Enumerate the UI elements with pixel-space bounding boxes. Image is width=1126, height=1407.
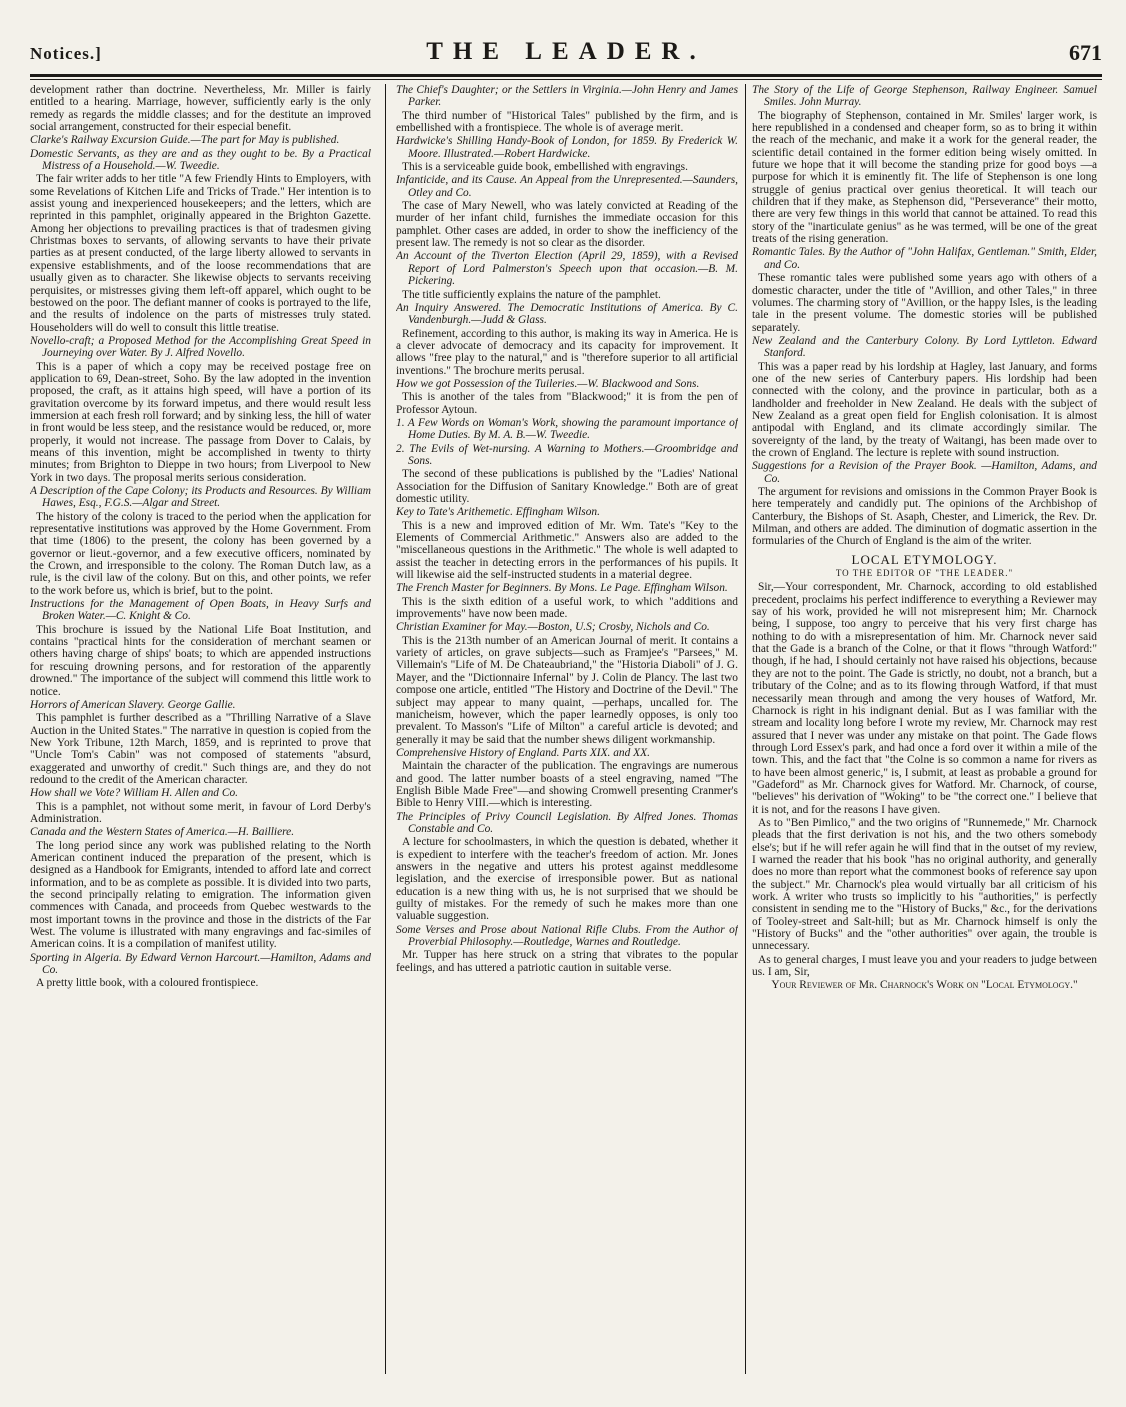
notice-body: This is a paper of which a copy may be received postage free on application to 69, Dean-street, Soho. By the law adopted in the invention proposed, the craft, as it attains high speed, will have a portion of its gravitation overcome by its forward impetus, and there would result less immersion at each fresh roll forward; and by sinking less, the hill of water in front would be less steep, and the resistance would be reduced, or, more properly, it would not increase. The passage from Dover to Calais, by means of this invention, might be accomplished in twenty to thirty minutes; from Brighton to Dieppe in two hours; from Liverpool to New York in two days. The proposal merits serious consideration.: [30, 360, 371, 484]
notice-body: This brochure is issued by the National Life Boat Institution, and contains "practical hints for the consideration of merchant seamen or others having charge of ships' boats; to which are appended instructions for rescuing drowning persons, and for restoration of the apparently drowned." The importance of the subject will commend this little work to notice.: [30, 623, 371, 698]
notice-title: Horrors of American Slavery. George Gallie.: [30, 698, 236, 711]
column-1: [30, 84, 371, 1374]
notice-body: These romantic tales were published some years ago with others of a domestic character, under the title of "Avillion, and other Tales," in three volumes. The charming story of "Avillion, or the happy Isles, is the leading tale in the present volume. The domestic stories will be published separately.: [752, 272, 1097, 334]
notice-title: Infanticide, and its Cause. An Appeal from the Unrepresented.—Saunders, Otley and Co.: [396, 174, 738, 199]
notice-title: Novello-craft; a Proposed Method for the Accomplishing Great Speed in Journeying over Water. By J. Alfred Novello.: [30, 334, 371, 360]
notice-body: The argument for revisions and omissions in the Common Prayer Book is here temperately and candidly put. The opinions of the Archbishop of Canterbury, the Bishops of St. Asaph, Chester, and Limerick, the Rev. Dr. Milman, and others are added. The diminution of dogmatic assertion in the formularies of the Church of England is the aim of the writer.: [752, 486, 1097, 548]
notice-title: The Chief's Daughter; or the Settlers in Virginia.—John Henry and James Parker.: [396, 84, 738, 109]
notice-body: The case of Mary Newell, who was lately convicted at Reading of the murder of her infant child, furnishes the immediate occasion for this pamphlet. Other cases are added, in order to show the inefficiency of the present law. The remedy is not so clear as the disorder.: [396, 200, 738, 250]
column-divider: [745, 84, 746, 1374]
notice-title: How shall we Vote? William H. Allen and Co.: [30, 787, 238, 800]
header-rule-thin: [30, 79, 1102, 80]
notice-body: Sir,—Your correspondent, Mr. Charnock, according to old established precedent, proclaims his perfect indifference to everything a Reviewer may say of his work, provided he will not misrepresent him; Mr. Charnock being, I suppose, too angry to perceive that his very first charge has nothing to do with a misrepresentation of him. Mr. Charnock never said that the Gade is a branch of the Colne, or that it flows "through Watford:" though, if he had, I should certainly not have raised his objections, because they are not to the point. The Gade is strictly, no doubt, not a branch, but a tributary of the Colne; and as to its flowing through Watford, if that must necessarily mean through and among the very houses of Watford, Mr. Charnock is right in his indignant denial. But as I was familiar with the stream and locality long before I wrote my review, Mr. Charnock may rest assured that I never was under any mistake on that point. The Gade flows through Lord Essex's park, and had once a ford over it within a mile of the town. This, and the fact that "the Colne is so common a name for rivers as to have been almost generic," is, I submit, at least as probable a ground for "Gadeford" as Mr. Charnock gives for Watford. Mr. Charnock, of course, "believes" his derivation of "Woking" to be "the correct one." I believe that it is not, and for the reasons I have given.: [752, 581, 1097, 816]
notice-title: 1. A Few Words on Woman's Work, showing the paramount importance of Home Duties. By M. A. B.—W. Tweedie.: [396, 416, 738, 442]
notice-body: A lecture for schoolmasters, in which the question is debated, whether it is expedient to interfere with the teacher's freedom of action. Mr. Jones answers in the negative and utters his protest against meddlesome legislation, and the exercise of irresponsible power. But as national education is a new thing with us, he is not surprised that we should be guilty of mistakes. For the remedy of such he makes more than one valuable suggestion.: [396, 836, 738, 923]
article-heading: LOCAL ETYMOLOGY.: [851, 551, 998, 567]
page-header: [30, 40, 1102, 70]
notice-body: The third number of "Historical Tales" published by the firm, and is embellished with a frontispiece. The whole is of average merit.: [396, 109, 738, 135]
notice-title: An Inquiry Answered. The Democratic Institutions of America. By C. Vandenburgh.—Judd & Glass.: [396, 301, 738, 327]
section-label: Notices.]: [30, 44, 102, 63]
notice-body: Mr. Tupper has here struck on a string that vibrates to the popular feelings, and has uttered a patriotic caution in suitable verse.: [396, 949, 738, 974]
notice-body: As to "Ben Pimlico," and the two origins of "Runnemede," Mr. Charnock pleads that the first derivation is not his, and the two others somebody else's; but if he will refer again he will find that in the outset of my review, I warned the reader that his book "has no original authority, and generally does no more than report what the commonest books of reference say upon the subject." Mr. Charnock's plea would virtually bar all criticism of his work. A writer who trusts so implicitly to his "authorities," is perfectly consistent in sending me to the "History of Bucks," &c., for the derivations of Tooley-street and Salt-hill; but as Mr. Charnock himself is only the "History of Bucks" and the "other authorities" over again, the trouble is unnecessary.: [752, 816, 1097, 953]
notice-body: This is a serviceable guide book, embellished with engravings.: [402, 161, 688, 174]
notice-body: The long period since any work was published relating to the North American continent induced the preparation of the present, which is designed as a Handbook for Emigrants, intended to afford late and correct information, and to be as complete as possible. It is divided into two parts, the second principally relating to emigration. The information given commences with Canada, and proceeds from Quebec westwards to the most important towns in the province and those in the districts of the Far West. The volume is illustrated with many engravings and fac-similes of American coins. It is a compilation of manifest utility.: [30, 839, 371, 951]
notice-title: Some Verses and Prose about National Rifle Clubs. From the Author of Proverbial Philosophy.—Routledge, Warnes and Routledge.: [396, 923, 738, 949]
notice-title: A Description of the Cape Colony; its Products and Resources. By William Hawes, Esq., F.G.S.—Algar and Street.: [30, 485, 371, 510]
header-rule-thick: [30, 74, 1102, 77]
notice-body: The history of the colony is traced to the period when the application for representative institutions was approved by the Home Government. From that time (1806) to the present, the colony has been governed by a governor or lieut.-governor, and a few executive officers, nominated by the Crown, and irresponsible to the colony. The Roman Dutch law, as a rule, is the civil law of the colony. But on this, and other points, we refer to the work before us, which is brief, but to the point.: [30, 510, 371, 597]
notice-body: This is the sixth edition of a useful work, to which "additions and improvements" have now been made.: [396, 595, 738, 621]
notice-body: A pretty little book, with a coloured frontispiece.: [36, 977, 259, 990]
notice-title: Key to Tate's Arithemetic. Effingham Wilson.: [396, 506, 600, 519]
notice-body: As to general charges, I must leave you and your readers to judge between us. I am, Sir,: [752, 953, 1097, 979]
notice-body: Refinement, according to this author, is making its way in America. He is a clever advocate of democracy and its capacity for improvement. It allows "free play to the natural," and is "therefore superior to all artificial inventions." The brochure merits perusal.: [396, 327, 738, 377]
column-2: [396, 84, 738, 1374]
notice-body: This is another of the tales from "Blackwood;" it is from the pen of Professor Aytoun.: [396, 391, 738, 416]
notice-title: How we got Possession of the Tuileries.—W. Blackwood and Sons.: [396, 377, 700, 390]
article-subheading: TO THE EDITOR OF "THE LEADER.": [835, 568, 1014, 579]
notice-title: New Zealand and the Canterbury Colony. By Lord Lyttleton. Edward Stanford.: [752, 334, 1097, 360]
notice-body: The fair writer adds to her title "A few Friendly Hints to Employers, with some Revelations of Kitchen Life and Tricks of Trade." Her intention is to assist young and inexperienced housekeepers; and the letters, which are reprinted in this pamphlet, originally appeared in the Brighton Gazette. Among her objections to prevailing practices is that of tradesmen giving Christmas boxes to servants, of allowing servants to have their private parties as at present conducted, of the large liberty allowed to servants in expensive establishments, and of the loose recommendations that are usually given as to character. She likewise objects to servants receiving perquisites, or mistresses giving them left-off apparel, which ought to be bestowed on the poor. The defiant manner of cooks is portrayed to the life, and the results of indolence on the parts of mistresses truly stated. Householders will do well to consult this little treatise.: [30, 173, 371, 334]
notice-title: Suggestions for a Revision of the Prayer Book. —Hamilton, Adams, and Co.: [752, 460, 1097, 485]
column-divider: [385, 84, 386, 1374]
signature: Your Reviewer of Mr. Charnock's Work on "Local Etymology.": [771, 979, 1078, 992]
masthead-title: THE LEADER.: [426, 38, 706, 65]
notice-body: Maintain the character of the publication. The engravings are numerous and good. The latter number boasts of a steel engraving, named "The English Bible Made Free"—and showing Cromwell presenting Cranmer's Bible to Henry VIII.—which is interesting.: [396, 760, 738, 810]
notice-body: This is a new and improved edition of Mr. Wm. Tate's "Key to the Elements of Commercial Arithmetic." Answers also are added to the "miscellaneous questions in the Arithmetic." The whole is well adapted to assist the teacher in detecting errors in the performances of his pupils. It will likewise aid the self-instructed students in a material degree.: [396, 519, 738, 582]
notice-title: Instructions for the Management of Open Boats, in Heavy Surfs and Broken Water.—C. Knight & Co.: [30, 598, 371, 623]
notice-body: This was a paper read by his lordship at Hagley, last January, and forms one of the new series of Canterbury papers. His lordship had been connected with the colony, and the province in particular, both as a landholder and freeholder in New Zealand. He deals with the subject of New Zealand as a great open field for English colonisation. It is almost antipodal with England, and its climate accordingly similar. The sovereignty of the land, by the treaty of Waitangi, has been made over to the crown of England. The lecture is replete with sound instruction.: [752, 360, 1097, 459]
column-3: [752, 84, 1097, 1374]
notice-body: This is a pamphlet, not without some merit, in favour of Lord Derby's Administration.: [30, 800, 371, 825]
notice-body: This pamphlet is further described as a "Thrilling Narrative of a Slave Auction in the United States." The narrative in question is copied from the New York Tribune, 12th March, 1859, and is reprinted to prove that "Uncle Tom's Cabin" was not composed of statements "absurd, exaggerated and unworthy of credit." Such things are, and they do not redound to the credit of the American character.: [30, 712, 371, 786]
notice-title: The Story of the Life of George Stephenson, Railway Engineer. Samuel Smiles. John Murray.: [752, 84, 1097, 109]
notice-title: Comprehensive History of England. Parts XIX. and XX.: [396, 746, 650, 759]
notice-title: Domestic Servants, as they are and as they ought to be. By a Practical Mistress of a Household.—W. Tweedie.: [30, 147, 371, 173]
notice-title: The French Master for Beginners. By Mons. Le Page. Effingham Wilson.: [396, 582, 728, 595]
notice-title: An Account of the Tiverton Election (April 29, 1859), with a Revised Report of Lord Palmerston's Speech upon that occasion.—B. M. Pickering.: [396, 250, 738, 288]
notice-body: development rather than doctrine. Nevertheless, Mr. Miller is fairly entitled to a hearing. Marriage, however, sufficiently early is the only remedy as regards the middle classes; and for the destitute an improved social arrangement, constructed for their especial benefit.: [30, 84, 371, 134]
notice-title: Canada and the Western States of America.—H. Bailliere.: [30, 826, 295, 839]
notice-title: Christian Examiner for May.—Boston, U.S; Crosby, Nichols and Co.: [396, 621, 710, 634]
notice-body: The title sufficiently explains the nature of the pamphlet.: [402, 288, 661, 301]
notice-body: This is the 213th number of an American Journal of merit. It contains a variety of articles, on grave subjects—such as Framjee's "Parsees," M. Villemain's "Life of M. De Chateaubriand," the "Historia Diaboli" of J. G. Mayer, and the "Dictionnaire Infernal" by J. Colin de Plancy. The last two compose one article, entitled "The History and Doctrine of the Devil." The subject may appear to many quaint, —perhaps, uncalled for. The manicheism, however, which the paper learnedly opposes, is only too prevalent. To Masson's "Life of Milton" a careful article is devoted; and generally it may be said that the number shews diligent workmanship.: [396, 634, 738, 746]
notice-title: Romantic Tales. By the Author of "John Halifax, Gentleman." Smith, Elder, and Co.: [752, 246, 1097, 271]
page-number: 671: [1069, 40, 1102, 65]
notice-title: Sporting in Algeria. By Edward Vernon Harcourt.—Hamilton, Adams and Co.: [30, 951, 371, 977]
notice-title: The Principles of Privy Council Legislation. By Alfred Jones. Thomas Constable and Co.: [396, 810, 738, 835]
notice-title: Hardwicke's Shilling Handy-Book of London, for 1859. By Frederick W. Moore. Illustrated.—Robert Hardwicke.: [396, 135, 738, 160]
notice-body: The biography of Stephenson, contained in Mr. Smiles' larger work, is here republished in a condensed and cheaper form, so as to bring it within the reach of the mechanic, and make it a work for the general reader, the scientific detail contained in the former edition being wisely omitted. In future we hope that it will become the standing prize for good boys —a purpose for which it is eminently fit. The life of Stephenson is one long struggle of genius practical over genius theoretical. It will teach our children that if they make, as Stephenson did, "Perseverance" their motto, there are very few things in this world that cannot be attained. To read this story of the "inarticulate genius" as he was termed, will be one of the great treats of the rising generation.: [752, 109, 1097, 246]
notice-body: The second of these publications is published by the "Ladies' National Association for the Diffusion of Sanitary Knowledge." Both are of great domestic utility.: [396, 468, 738, 505]
notice-title: 2. The Evils of Wet-nursing. A Warning to Mothers.—Groombridge and Sons.: [396, 442, 738, 467]
notice-title: Clarke's Railway Excursion Guide.—The part for May is published.: [30, 134, 340, 147]
